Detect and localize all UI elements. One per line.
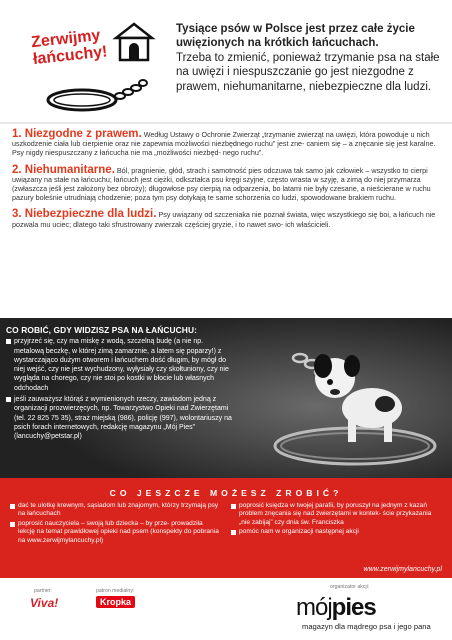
band-item: przyjrzeć się, czy ma miskę z wodą, szczelną budę (a nie np. metalową beczkę, w której zimą zamarznie, a latem się poparzy!) z wystarczająco dużym otworem i łańcuchem dość długim, by mógł do niej wejść, czy nie jest wychudzony, wyłysiały czy skołtuniony, czy nie wygląda na chorego, czy nie stoi po kostki w błocie lub własnych odchodach (6, 337, 234, 393)
reason-title: 3. Niebezpieczne dla ludzi. (12, 208, 157, 221)
mojpies-tagline: magazyn dla mądrego psa i jego pana (302, 622, 431, 631)
patron-label: patron medialny: (96, 588, 135, 594)
intro-lead: Tysiące psów w Polsce jest przez całe życie uwięzionych na krótkich łańcuchach. (176, 23, 415, 50)
reason-text: Ból, pragnienie, głód, strach i samotność pies odczuwa tak samo jak człowiek – wszystko to cierpi uwiązany na stałe na łańcuchu; łańcuch jest ciężki, odkształca psu kręgi szyjne, często wrasta w szyję, a zimą do niej przymarza (zwłaszcza jeśli jest założony bez obroży); długowłose psy cierpią na odparzenia, bo latami nie były czesane, a nieścierane w ruchu pazury boleśnie utrudniają chodzenie; poza tym psy dotykają te same schorzenia co ludzi, spowodowane brakiem ruchu. (12, 165, 431, 203)
partner-label: partner: (34, 588, 52, 594)
divider (0, 122, 452, 124)
intro-text (176, 22, 440, 94)
red-heading: CO JESZCZE MOŻESZ ZROBIĆ? (109, 488, 343, 498)
what-to-do-band (0, 318, 452, 478)
logo-text: Zerwijmy łańcuchy! (30, 27, 109, 69)
chain-collar-icon (42, 78, 152, 112)
reason-title: 2. Niehumanitarne. (12, 163, 115, 176)
intro-body: Trzeba to zmienić, ponieważ trzymanie psa na stałe na uwięzi i niespuszczanie go jest niezgodne z prawem, niehumanitarne, niebezpieczne dla ludzi. (176, 51, 440, 93)
reason-text: Według Ustawy o Ochronie Zwierząt „trzymanie zwierząt na uwięzi, która powoduje u nich uszkodzenie ciała lub cierpienie oraz nie zapewnia możliwości niezbędnego ruchu” jest zne- caniem się – a znęcanie się jest karalne. Psy nigdy niespuszczany z łańcucha nie ma „możliwości niezbęd- nego ruchu”. (12, 130, 436, 158)
reason-title: 1. Niezgodne z prawem. (12, 128, 142, 140)
organizer-label: organizator akcji: (330, 584, 370, 590)
action-item: poprosić nauczyciela – swoją lub dziecka – by prze- prowadziła lekcję na temat prawidłowej opieki nad psem (konspekty do pobrania na www.zerwijmylancuchy.pl) (10, 520, 221, 545)
band-heading: CO ROBIĆ, GDY WIDZISZ PSA NA ŁAŃCUCHU: (6, 325, 197, 335)
kropka-logo: Kropka (96, 596, 135, 608)
reasons-list (12, 130, 440, 237)
more-actions-section (0, 478, 452, 578)
sponsors-footer (0, 582, 452, 640)
band-item: jeśli zauważysz którąś z wymienionych rzeczy, zawiadom jedną z organizacji prozwierzęcych, np. Towarzystwo Opieki nad Zwierzętami (tel. 22 825 75 35), straż miejską (986), policję (997), wolontariuszy na psich forach internetowych, redakcję magazynu „Mój Pies” (lancuchy@petstar.pl) (6, 395, 234, 441)
what-to-do-text (6, 326, 234, 444)
action-item: poprosić księdza w twojej parafii, by poruszył na jednym z kazań problem znęcania się nad zwierzętami w kontek- ście przykazania „nie zabijaj” czy dnia św. Franciszka (231, 502, 442, 527)
reason-text: Psy uwiązany od szczeniaka nie poznał świata, więc wszystkiego się boi, a łańcuch nie pozwala mu uciec; dlatego taki sfrustrowany zwierzak częściej gryzie, i to nawet swo- ich właścicieli. (12, 210, 436, 229)
mojpies-logo-part-1: mój (296, 594, 332, 621)
reason-inhumane (12, 163, 440, 203)
reason-danger (12, 210, 440, 228)
viva-logo: Viva! (30, 596, 59, 610)
mojpies-logo (296, 594, 376, 622)
reason-law (12, 130, 440, 158)
action-item: pomóc nam w organizacji następnej akcji (231, 528, 442, 536)
campaign-url-link[interactable]: www.zerwijmylancuchy.pl (363, 566, 442, 573)
kennel-icon (112, 22, 156, 62)
mojpies-logo-part-2: pies (331, 594, 376, 621)
actions-right-column (231, 502, 442, 546)
action-item: dać te ulotkę krewnym, sąsiadom lub znajomym, którzy trzymają psy na łańcuchach (10, 502, 221, 519)
actions-left-column (10, 502, 221, 546)
campaign-logo (22, 18, 162, 118)
